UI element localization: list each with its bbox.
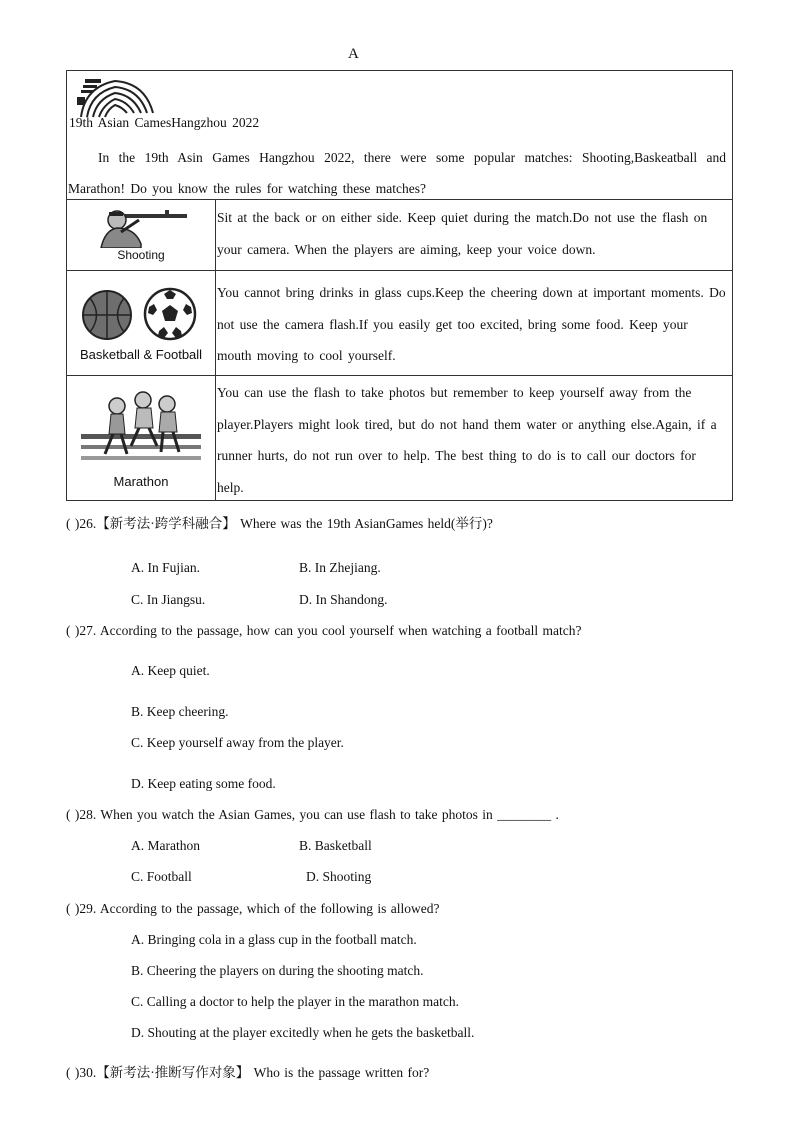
question-26-stem: ( )26.【新考法·跨学科融合】 Where was the 19th AsianGames held(举行)?	[66, 516, 493, 531]
section-letter: A	[348, 46, 359, 62]
question-27-option-c: C. Keep yourself away from the player.	[131, 735, 344, 750]
ball-caption: Basketball & Football	[79, 347, 203, 362]
question-29-stem: ( )29. According to the passage, which of the following is allowed?	[66, 901, 440, 916]
question-30-stem: ( )30.【新考法·推断写作对象】 Who is the passage written for?	[66, 1065, 430, 1080]
question-28-stem: ( )28. When you watch the Asian Games, you can use flash to take photos in ________ .	[66, 807, 559, 822]
marathon-rules-cell	[216, 376, 733, 501]
rules-table	[66, 70, 733, 501]
question-26-option-a: A. In Fujian.	[131, 560, 200, 575]
marathon-rules-text: You can use the flash to take photos but remember to keep yourself away from the player.Players might look tired, but do not hand them water or anything else.Again, if a runner hurts, do not run over to help. The best thing to do is to call our doctors for help.	[217, 385, 717, 495]
question-29-option-a: A. Bringing cola in a glass cup in the football match.	[131, 932, 417, 947]
marathon-runners-icon	[81, 390, 201, 470]
marathon-image-cell	[67, 376, 216, 501]
question-29-option-b: B. Cheering the players on during the shooting match.	[131, 963, 424, 978]
shooter-icon	[95, 206, 189, 248]
basketball-icon	[81, 287, 133, 343]
question-27-option-d: D. Keep eating some food.	[131, 776, 276, 791]
question-28-option-c: C. Football	[131, 869, 192, 884]
question-29-option-d: D. Shouting at the player excitedly when he gets the basketball.	[131, 1025, 475, 1040]
marathon-caption: Marathon	[113, 474, 169, 489]
question-27-option-a: A. Keep quiet.	[131, 663, 210, 678]
question-28-option-b: B. Basketball	[299, 838, 372, 853]
question-26-option-c: C. In Jiangsu.	[131, 592, 206, 607]
question-28-option-a: A. Marathon	[131, 838, 200, 853]
shooting-rules-text: Sit at the back or on either side. Keep quiet during the match.Do not use the flash on your camera. When the players are aiming, keep your voice down.	[217, 210, 708, 257]
ball-rules-cell	[216, 271, 733, 376]
ball-image-cell	[67, 271, 216, 376]
intro-cell	[67, 71, 733, 200]
shooting-image-cell	[67, 200, 216, 271]
intro-text: In the 19th Asin Games Hangzhou 2022, there were some popular matches: Shooting,Baskeatball and Marathon! Do you know the rules for watching these matches?	[68, 150, 726, 196]
intro-title: 19th Asian CamesHangzhou 2022	[69, 115, 260, 130]
football-icon	[143, 285, 197, 343]
question-26-option-b: B. In Zhejiang.	[299, 560, 381, 575]
question-26-option-d: D. In Shandong.	[299, 592, 388, 607]
question-28-option-d: D. Shooting	[306, 869, 372, 884]
question-27-option-b: B. Keep cheering.	[131, 704, 229, 719]
shooting-rules-cell	[216, 200, 733, 271]
question-27-stem: ( )27. According to the passage, how can you cool yourself when watching a football match?	[66, 623, 582, 638]
asian-games-logo-icon	[71, 73, 157, 119]
shooting-caption: Shooting	[117, 248, 165, 262]
ball-rules-text: You cannot bring drinks in glass cups.Keep the cheering down at important moments. Do not use the camera flash.If you easily get too excited, bring some food. Keep your mouth moving to cool yourself.	[217, 285, 726, 363]
question-29-option-c: C. Calling a doctor to help the player in the marathon match.	[131, 994, 460, 1009]
